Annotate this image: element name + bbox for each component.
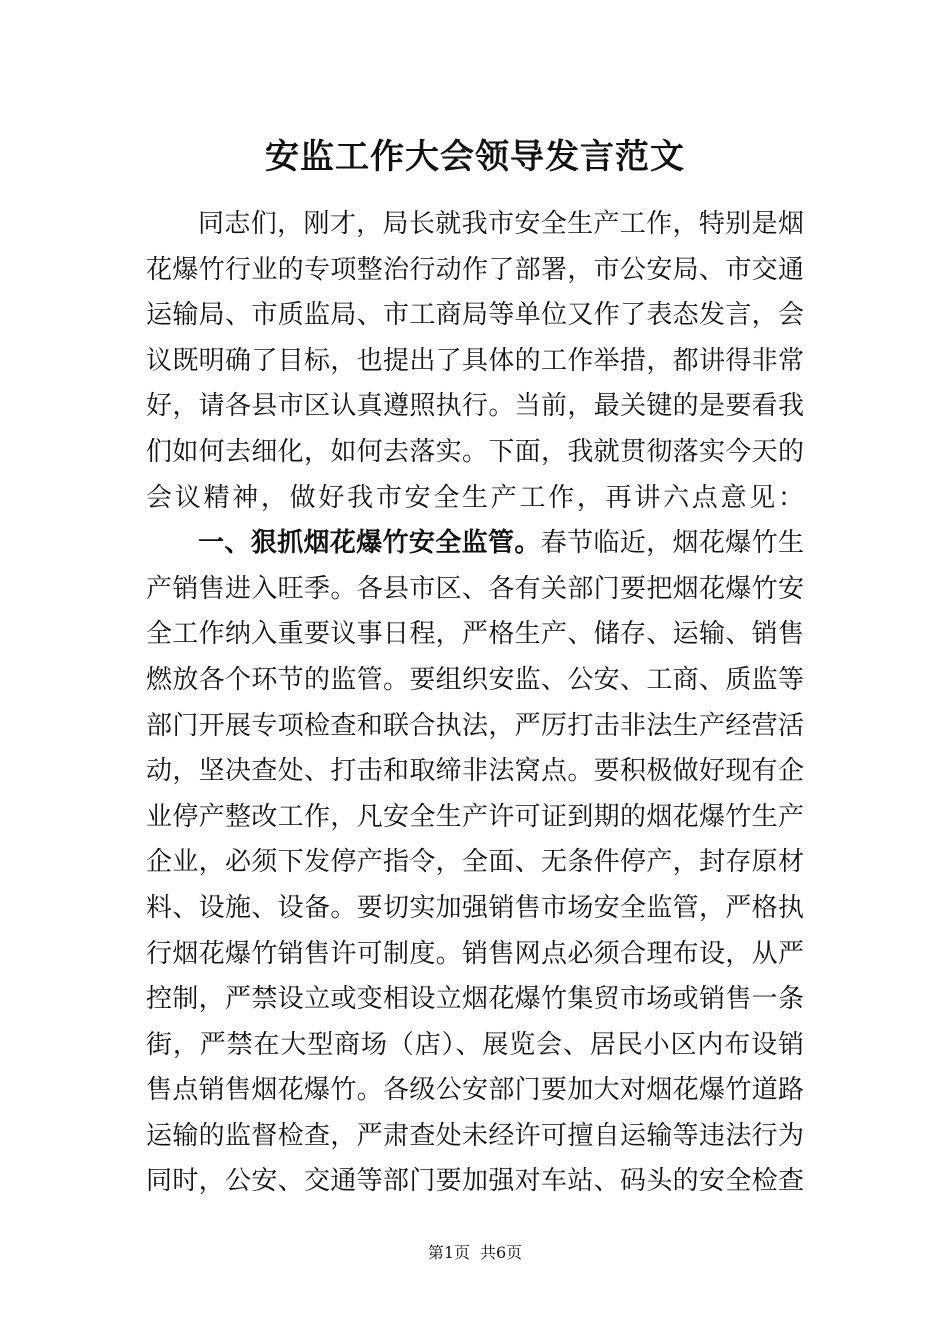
section-1-heading: 一、狠抓烟花爆竹安全监管。 bbox=[198, 528, 541, 559]
page-number: 第1页 bbox=[427, 1243, 470, 1262]
page-total: 共6页 bbox=[480, 1243, 523, 1262]
page-footer bbox=[0, 1241, 950, 1265]
paragraph-intro bbox=[146, 202, 804, 521]
document-title: 安监工作大会领导发言范文 bbox=[265, 137, 685, 177]
paragraph-section-1 bbox=[146, 521, 804, 1205]
paragraph-intro-text: 同志们，刚才，局长就我市安全生产工作，特别是烟花爆竹行业的专项整治行动作了部署，市公安局、市交通运输局、市质监局、市工商局等单位又作了表态发言，会议既明确了目标，也提出了具体的工作举措，都讲得非常好，请各县市区认真遵照执行。当前，最关键的是要看我们如何去细化，如何去落实。下面，我就贯彻落实今天的会议精神，做好我市安全生产工作，再讲六点意见： bbox=[146, 209, 804, 513]
document-body bbox=[146, 202, 804, 1205]
section-1-text: 春节临近，烟花爆竹生产销售进入旺季。各县市区、各有关部门要把烟花爆竹安全工作纳入重要议事日程，严格生产、储存、运输、销售燃放各个环节的监管。要组织安监、公安、工商、质监等部门开展专项检查和联合执法，严厉打击非法生产经营活动，坚决查处、打击和取缔非法窝点。要积极做好现有企业停产整改工作，凡安全生产许可证到期的烟花爆竹生产企业，必须下发停产指令，全面、无条件停产，封存原材料、设施、设备。要切实加强销售市场安全监管，严格执行烟花爆竹销售许可制度。销售网点必须合理布设，从严控制，严禁设立或变相设立烟花爆竹集贸市场或销售一条街，严禁在大型商场（店）、展览会、居民小区内布设销售点销售烟花爆竹。各级公安部门要加大对烟花爆竹道路运输的监督检查，严肃查处未经许可擅自运输等违法行为同时，公安、交通等部门要加强对车站、码头的安全检查 bbox=[146, 528, 804, 1197]
